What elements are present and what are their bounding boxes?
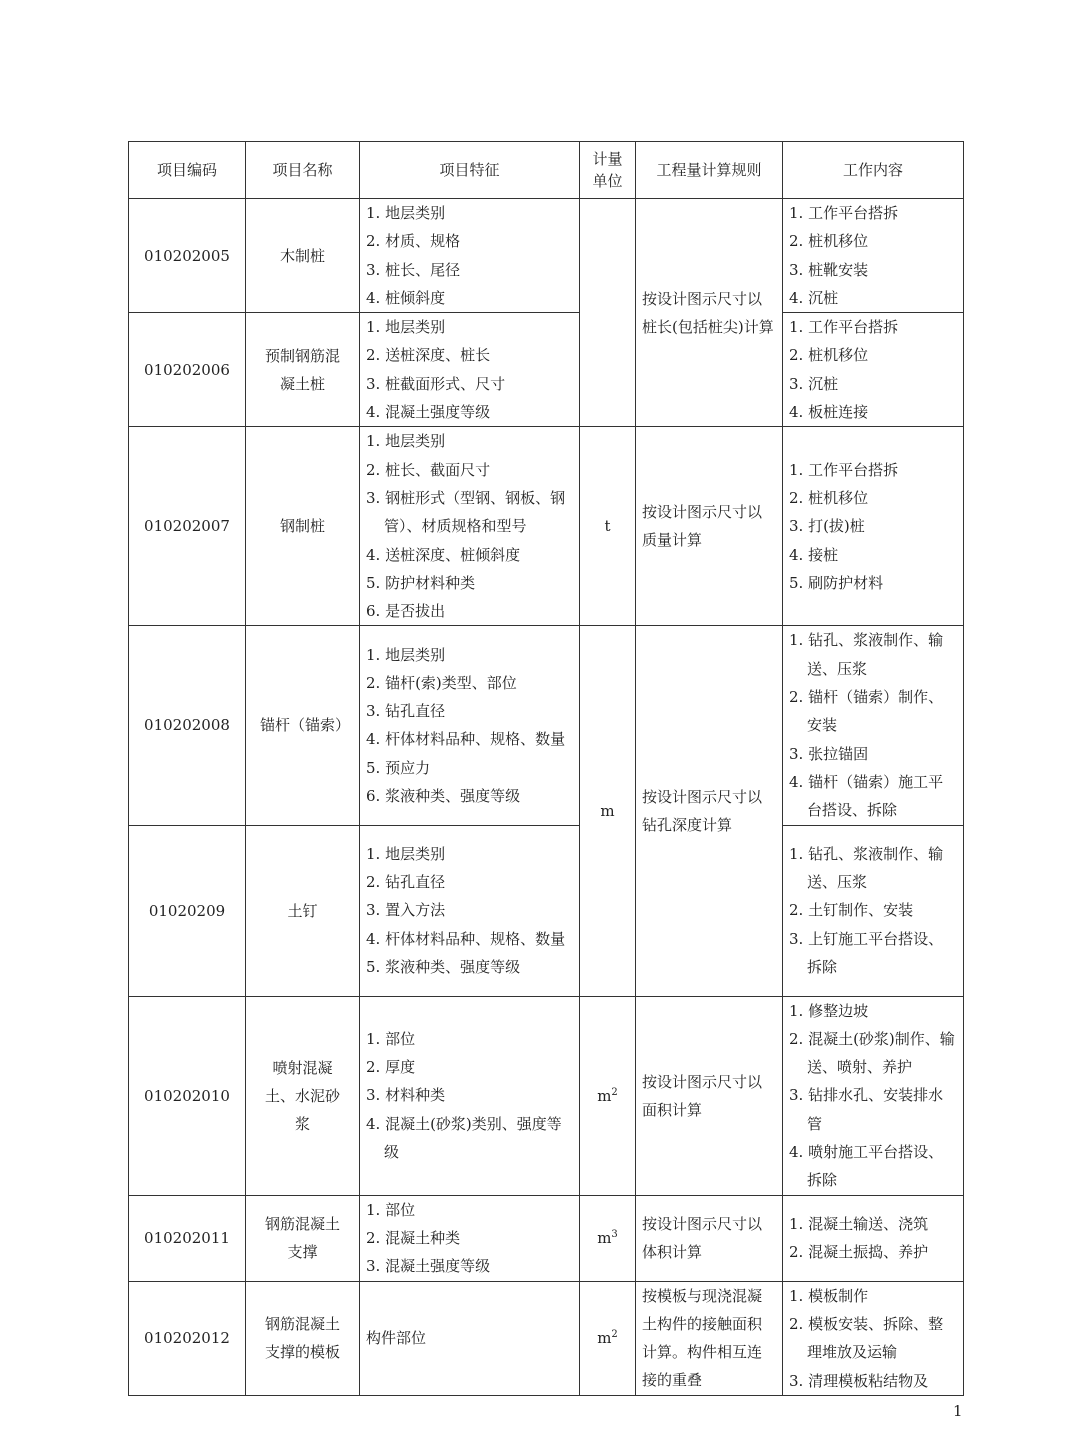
item-features	[360, 626, 580, 825]
work-line: 2. 混凝土振捣、养护	[789, 1243, 929, 1262]
work-line: 1. 混凝土输送、浇筑	[789, 1214, 929, 1233]
feature-line: 5. 浆液种类、强度等级	[366, 957, 521, 976]
unit-text: t	[604, 517, 611, 536]
unit-text: m	[597, 1229, 612, 1248]
unit-cell	[580, 1195, 636, 1281]
feature-line: 3. 桩长、尾径	[366, 260, 461, 279]
item-features	[360, 825, 580, 996]
work-line: 1. 工作平台搭拆	[789, 318, 899, 337]
work-line: 3. 钻排水孔、安装排水管	[789, 1086, 944, 1133]
work-line: 3. 上钉施工平台搭设、拆除	[789, 929, 944, 976]
work-line: 2. 桩机移位	[789, 346, 869, 365]
work-line: 1. 模板制作	[789, 1286, 869, 1305]
item-name: 土钉	[246, 825, 360, 996]
feature-line: 3. 钢桩形式（型钢、钢板、钢管）、材质规格和型号	[366, 488, 566, 536]
feature-line: 6. 浆液种类、强度等级	[366, 787, 521, 806]
table-row	[129, 199, 964, 313]
work-line: 4. 沉桩	[789, 288, 839, 307]
work-line: 1. 工作平台搭拆	[789, 204, 899, 222]
spec-table	[128, 141, 964, 1396]
header-name: 项目名称	[246, 142, 360, 199]
feature-line: 1. 地层类别	[366, 432, 446, 451]
table-row	[129, 1281, 964, 1395]
calc-rule: 按设计图示尺寸以桩长(包括桩尖)计算	[636, 199, 783, 427]
feature-line: 1. 地层类别	[366, 844, 446, 863]
work-content	[783, 199, 964, 313]
work-line: 5. 刷防护材料	[789, 573, 884, 592]
work-line: 2. 锚杆（锚索）制作、安装	[789, 688, 944, 735]
work-line: 1. 工作平台搭拆	[789, 460, 899, 479]
work-line: 2. 混凝土(砂浆)制作、输送、喷射、养护	[789, 1029, 955, 1077]
work-line: 1. 修整边坡	[789, 1001, 869, 1020]
item-code: 01020209	[129, 825, 246, 996]
calc-rule: 按设计图示尺寸以钻孔深度计算	[636, 626, 783, 996]
header-features: 项目特征	[360, 142, 580, 199]
item-features	[360, 1195, 580, 1281]
unit-cell	[580, 427, 636, 626]
header-row	[129, 142, 964, 199]
feature-line: 1. 部位	[366, 1200, 416, 1219]
work-content	[783, 825, 964, 996]
work-line: 3. 桩靴安装	[789, 260, 869, 279]
work-line: 3. 张拉锚固	[789, 744, 869, 763]
feature-line: 2. 送桩深度、桩长	[366, 346, 491, 365]
unit-cell: m	[580, 626, 636, 996]
feature-line: 6. 是否拔出	[366, 602, 446, 621]
feature-line: 1. 地层类别	[366, 204, 446, 222]
feature-line: 3. 材料种类	[366, 1086, 446, 1105]
feature-line: 4. 杆体材料品种、规格、数量	[366, 929, 566, 948]
feature-line: 4. 送桩深度、桩倾斜度	[366, 545, 521, 564]
item-code: 010202008	[129, 626, 246, 825]
work-line: 2. 模板安装、拆除、整理堆放及运输	[789, 1314, 944, 1362]
feature-line: 1. 地层类别	[366, 645, 446, 664]
header-rule: 工程量计算规则	[636, 142, 783, 199]
work-line: 4. 板桩连接	[789, 403, 869, 422]
item-features	[360, 313, 580, 427]
feature-line: 4. 桩倾斜度	[366, 288, 446, 307]
work-line: 1. 钻孔、浆液制作、输送、压浆	[789, 844, 944, 892]
feature-line: 1. 地层类别	[366, 318, 446, 337]
feature-line: 1. 部位	[366, 1029, 416, 1048]
calc-rule: 按模板与现浇混凝土构件的接触面积计算。构件相互连接的重叠	[636, 1281, 783, 1395]
feature-line: 2. 钻孔直径	[366, 873, 446, 892]
item-code: 010202007	[129, 427, 246, 626]
calc-rule: 按设计图示尺寸以质量计算	[636, 427, 783, 626]
work-content	[783, 626, 964, 825]
feature-line: 3. 钻孔直径	[366, 702, 446, 721]
item-name: 钢筋混凝土支撑	[246, 1195, 360, 1281]
item-name: 喷射混凝土、水泥砂浆	[246, 996, 360, 1195]
table-row	[129, 825, 964, 996]
work-content	[783, 313, 964, 427]
work-line: 3. 沉桩	[789, 374, 839, 393]
work-line: 2. 桩机移位	[789, 232, 869, 251]
feature-line: 2. 材质、规格	[366, 232, 461, 251]
unit-exponent: 3	[611, 1229, 618, 1241]
feature-line: 4. 混凝土强度等级	[366, 403, 491, 422]
table-row	[129, 313, 964, 427]
feature-line: 3. 置入方法	[366, 901, 446, 920]
feature-line: 2. 厚度	[366, 1058, 416, 1077]
work-line: 4. 喷射施工平台搭设、拆除	[789, 1143, 944, 1190]
table-row	[129, 996, 964, 1195]
work-line: 2. 桩机移位	[789, 488, 869, 507]
feature-line: 2. 锚杆(索)类型、部位	[366, 673, 517, 692]
unit-text: m	[597, 1329, 612, 1348]
feature-line: 4. 混凝土(砂浆)类别、强度等级	[366, 1114, 562, 1162]
work-content	[783, 996, 964, 1195]
table-row	[129, 626, 964, 825]
header-unit: 计量单位	[580, 142, 636, 199]
feature-line: 构件部位	[366, 1329, 427, 1348]
item-features	[360, 199, 580, 313]
item-features	[360, 996, 580, 1195]
item-features	[360, 1281, 580, 1395]
calc-rule: 按设计图示尺寸以面积计算	[636, 996, 783, 1195]
item-name: 锚杆（锚索）	[246, 626, 360, 825]
feature-line: 3. 桩截面形式、尺寸	[366, 374, 506, 393]
feature-line: 3. 混凝土强度等级	[366, 1257, 491, 1276]
item-code: 010202011	[129, 1195, 246, 1281]
item-name: 钢制桩	[246, 427, 360, 626]
unit-cell	[580, 996, 636, 1195]
item-code: 010202010	[129, 996, 246, 1195]
work-line: 4. 锚杆（锚索）施工平台搭设、拆除	[789, 772, 944, 820]
work-content	[783, 427, 964, 626]
page-number: 1	[953, 1402, 963, 1420]
header-code: 项目编码	[129, 142, 246, 199]
item-name: 钢筋混凝土支撑的模板	[246, 1281, 360, 1395]
calc-rule: 按设计图示尺寸以体积计算	[636, 1195, 783, 1281]
feature-line: 2. 桩长、截面尺寸	[366, 460, 491, 479]
header-work: 工作内容	[783, 142, 964, 199]
unit-cell	[580, 1281, 636, 1395]
work-line: 3. 清理模板粘结物及	[789, 1371, 929, 1390]
table-row	[129, 1195, 964, 1281]
work-line: 4. 接桩	[789, 545, 839, 564]
item-code: 010202005	[129, 199, 246, 313]
unit-exponent: 2	[611, 1329, 618, 1341]
work-line: 2. 土钉制作、安装	[789, 901, 914, 920]
item-code: 010202006	[129, 313, 246, 427]
unit-text: m	[597, 1086, 612, 1105]
unit-cell	[580, 199, 636, 427]
item-name: 木制桩	[246, 199, 360, 313]
item-features	[360, 427, 580, 626]
work-content	[783, 1281, 964, 1395]
item-code: 010202012	[129, 1281, 246, 1395]
work-line: 3. 打(拔)桩	[789, 517, 865, 536]
feature-line: 2. 混凝土种类	[366, 1228, 461, 1247]
item-name: 预制钢筋混凝土桩	[246, 313, 360, 427]
feature-line: 5. 防护材料种类	[366, 573, 476, 592]
feature-line: 5. 预应力	[366, 758, 431, 777]
table-body	[129, 199, 964, 1396]
unit-exponent: 2	[611, 1086, 618, 1098]
work-line: 1. 钻孔、浆液制作、输送、压浆	[789, 631, 944, 678]
table-row	[129, 427, 964, 626]
feature-line: 4. 杆体材料品种、规格、数量	[366, 730, 566, 749]
work-content	[783, 1195, 964, 1281]
